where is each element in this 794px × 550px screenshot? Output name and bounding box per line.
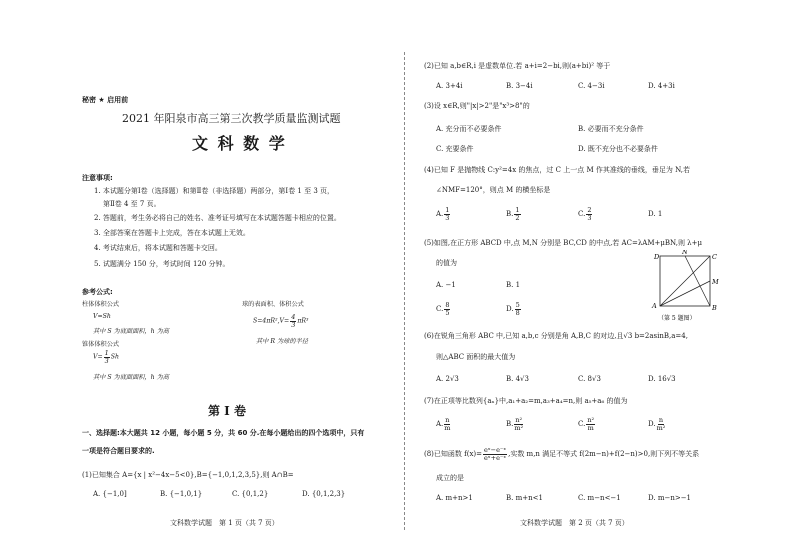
notice-5: 5. 试题满分 150 分，考试时间 120 分钟。 [94,260,230,268]
sphere-note: 其中 R 为球的半径 [256,338,308,345]
q2-option-b: B. 3−4i [506,82,533,90]
q8-stem-1: (8)已知函数 f(x)= $\frac{\text{eˣ−e⁻ˣ}}{\text{eˣ+e⁻ˣ}}$ ,实数 m,n 满足不等式 f(2m−n)+f(2−n)>0,则下列不等关系 [424,446,700,462]
segment-ac [660,256,710,306]
q4-stem-1: (4)已知 F 是抛物线 C:y²=4x 的焦点，过 C 上一点 M 作其准线的垂线，垂足为 N,若 [424,166,690,174]
q8-option-c: C. m−n<−1 [578,494,621,502]
notice-3: 3. 全部答案在答题卡上完成，答在本试题上无效。 [94,229,250,237]
q2-option-a: A. 3+4i [436,82,463,90]
q6-option-d: D. 16√3 [648,375,676,383]
cone-note: 其中 S 为底面面积，h 为高 [93,374,169,381]
q6-stem-2: 则△ABC 面积的最大值为 [436,353,516,361]
q1-option-a: A. {−1,0] [93,490,127,498]
segment-am [660,281,710,306]
q5-option-c: C. $\frac{8}{5}$ [436,301,450,317]
q1-option-b: B. {−1,0,1} [160,490,203,498]
ref-heading: 参考公式: [82,288,113,296]
q8-option-d: D. m−n>−1 [648,494,692,502]
q8-option-a: A. m+n>1 [436,494,473,502]
cone-title: 锥体体积公式 [82,341,120,348]
q6-stem-1: (6)在锐角三角形 ABC 中,已知 a,b,c 分别是角 A,B,C 的对边,且√3 b=2asinB,a=4, [424,332,688,340]
secret-label: 秘密 ★ 启用前 [82,96,129,104]
q7-option-c: C. $\frac{\text{n²}}{m}$ [578,416,595,432]
q3-option-b: B. 必要而不充分条件 [578,125,644,133]
q5-option-a: A. −1 [436,281,456,289]
q1-option-c: C. {0,1,2} [232,490,269,498]
q5-option-b: B. 1 [506,281,521,289]
label-b: B [712,304,717,312]
prism-note: 其中 S 为底面面积，h 为高 [93,328,169,335]
q4-option-d: D. 1 [648,210,663,218]
exam-title: 2021 年阳泉市高三第三次教学质量监测试题 [122,112,341,125]
notice-heading: 注意事项: [82,174,113,182]
label-a: A [652,302,657,310]
q2-stem: (2)已知 a,b∈R,i 是虚数单位.若 a+i=2−bi,则(a+bi)² 等于 [424,62,611,70]
q2-option-d: D. 4+3i [648,82,675,90]
q7-option-a: A. $\frac{n}{m}$ [436,416,451,432]
q8-stem-2: 成立的是 [436,474,464,482]
q4-option-a: A. $\frac{1}{3}$ [436,206,450,222]
q8-option-b: B. m+n<1 [506,494,543,502]
q5-option-d: D. $\frac{5}{8}$ [506,301,520,317]
q4-stem-2: ∠NMF=120°，则点 M 的横坐标是 [436,186,551,194]
notice-1b: 第Ⅱ卷 4 至 7 页。 [103,200,161,208]
left-footer: 文科数学试题 第 1 页（共 7 页） [170,519,279,527]
section-title: 第 Ⅰ 卷 [208,404,246,418]
q7-stem: (7)在正项等比数列{aₙ}中,a₁+a₂=m,a₃+a₄=n,则 a₅+a₆ 的值为 [424,397,628,405]
q7-option-d: D. $\frac{n}{\text{m²}}$ [648,416,666,432]
label-n: N [682,250,688,256]
q3-option-d: D. 既不充分也不必要条件 [578,145,658,153]
q6-option-a: A. 2√3 [436,375,459,383]
notice-2: 2. 答题前，考生务必将自己的姓名、准考证号填写在本试题答题卡相应的位置。 [94,214,341,222]
q1-option-d: D. {0,1,2,3} [302,490,346,498]
q3-option-a: A. 充分而不必要条件 [436,125,502,133]
q6-option-c: C. 8√3 [578,375,601,383]
label-d: D [654,253,660,261]
q4-option-b: B. $\frac{1}{2}$ [506,206,520,222]
subject-title: 文 科 数 学 [192,134,287,153]
q7-option-b: B. $\frac{\text{n²}}{\text{m²}}$ [506,416,524,432]
q1-stem: (1)已知集合 A={x | x²−4x−5<0},B={−1,0,1,2,3,5},则 A∩B= [82,471,294,479]
notice-1: 1. 本试题分第Ⅰ卷（选择题）和第Ⅱ卷（非选择题）两部分，第Ⅰ卷 1 至 3 页， [94,187,334,195]
cone-formula: V= $\frac{1}{3}$ Sh [93,349,120,365]
q3-stem: (3)设 x∈R,则"|x|>2"是"x³>8"的 [424,102,530,110]
right-footer: 文科数学试题 第 2 页（共 7 页） [520,519,629,527]
instruction-line-1: 一、选择题:本大题共 12 小题，每小题 5 分，共 60 分.在每小题给出的四个选项中，只有 [82,429,365,437]
page-divider [404,52,405,530]
prism-formula: V=Sh [93,313,111,320]
q3-option-c: C. 充要条件 [436,145,474,153]
q4-option-c: C. $\frac{2}{3}$ [578,206,592,222]
label-m: M [712,278,719,286]
prism-title: 柱体体积公式 [82,301,120,308]
segment-bn [685,256,710,306]
sphere-title: 球的表面积、体积公式 [242,301,304,308]
q5-figure [650,250,720,322]
label-c: C [712,253,717,261]
sphere-formula: S=4πR²,V= $\frac{4}{3}$ πR³ [253,313,309,329]
instruction-line-2: 一项是符合题目要求的. [82,447,155,455]
q5-stem-2: 的值为 [436,259,457,267]
q2-option-c: C. 4−3i [578,82,605,90]
figure-caption: （第 5 题图） [658,315,696,322]
q5-stem-1: (5)如图,在正方形 ABCD 中,点 M,N 分别是 BC,CD 的中点,若 AC=λAM+μBN,则 λ+μ [424,239,703,247]
q6-option-b: B. 4√3 [506,375,529,383]
notice-4: 4. 考试结束后，将本试题和答题卡交回。 [94,244,222,252]
